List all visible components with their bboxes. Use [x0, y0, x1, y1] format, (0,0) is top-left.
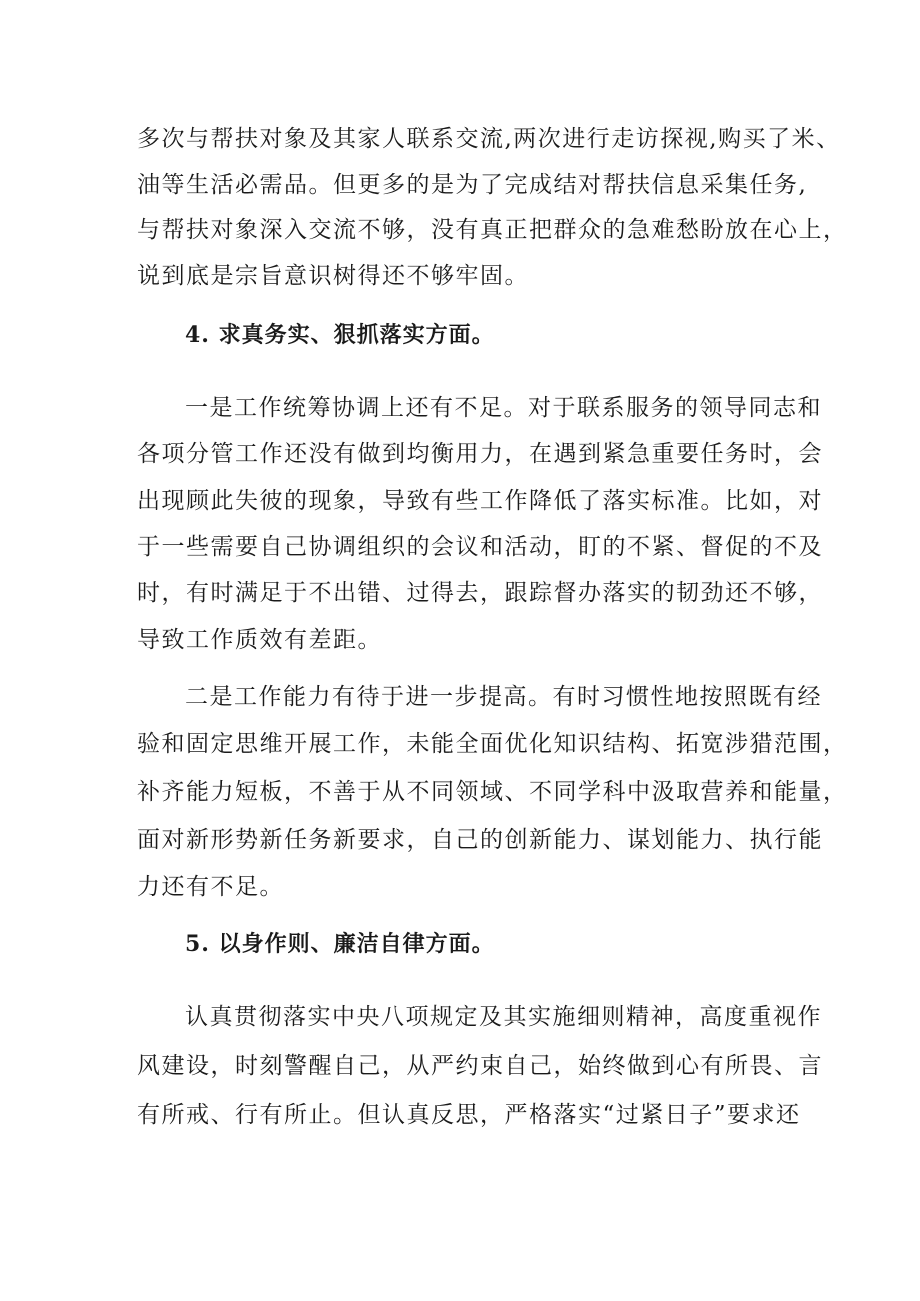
- paragraph-2-line-6: 导致工作质效有差距。: [137, 627, 382, 653]
- paragraph-1-line-3: 与帮扶对象深入交流不够，没有真正把群众的急难愁盼放在心上，: [137, 217, 848, 243]
- section-heading-4: 4. 求真务实、狠抓落实方面。: [185, 322, 495, 348]
- section-heading-5: 5. 以身作则、廉洁自律方面。: [185, 931, 495, 957]
- paragraph-4-line-2: 风建设，时刻警醒自己，从严约束自己，始终做到心有所畏、言: [137, 1053, 823, 1079]
- paragraph-4-line-1: 认真贯彻落实中央八项规定及其实施细则精神，高度重视作: [185, 1004, 822, 1030]
- paragraph-1-line-2: 油等生活必需品。但更多的是为了完成结对帮扶信息采集任务,: [137, 172, 808, 198]
- paragraph-2-line-3: 出现顾此失彼的现象，导致有些工作降低了落实标准。比如，对: [137, 488, 823, 514]
- paragraph-4-line-3: 有所戒、行有所止。但认真反思，严格落实“过紧日子”要求还: [137, 1102, 801, 1128]
- paragraph-3-line-1: 二是工作能力有待于进一步提高。有时习惯性地按照既有经: [185, 684, 822, 710]
- paragraph-3-line-2: 验和固定思维开展工作，未能全面优化知识结构、拓宽涉猎范围，: [137, 731, 848, 757]
- paragraph-2-line-2: 各项分管工作还没有做到均衡用力，在遇到紧急重要任务时，会: [137, 441, 823, 467]
- paragraph-3-line-3: 补齐能力短板，不善于从不同领域、不同学科中汲取营养和能量，: [137, 779, 848, 805]
- paragraph-3-line-4: 面对新形势新任务新要求，自己的创新能力、谋划能力、执行能: [137, 827, 823, 853]
- paragraph-2-line-4: 于一些需要自己协调组织的会议和活动，盯的不紧、督促的不及: [137, 534, 823, 560]
- paragraph-3-line-5: 力还有不足。: [137, 874, 284, 900]
- paragraph-1-line-1: 多次与帮扶对象及其家人联系交流,两次进行走访探视,购买了米、: [137, 126, 841, 152]
- paragraph-2-line-1: 一是工作统筹协调上还有不足。对于联系服务的领导同志和: [185, 395, 822, 421]
- paragraph-1-line-4: 说到底是宗旨意识树得还不够牢固。: [137, 263, 529, 289]
- paragraph-2-line-5: 时，有时满足于不出错、过得去，跟踪督办落实的韧劲还不够，: [137, 580, 823, 606]
